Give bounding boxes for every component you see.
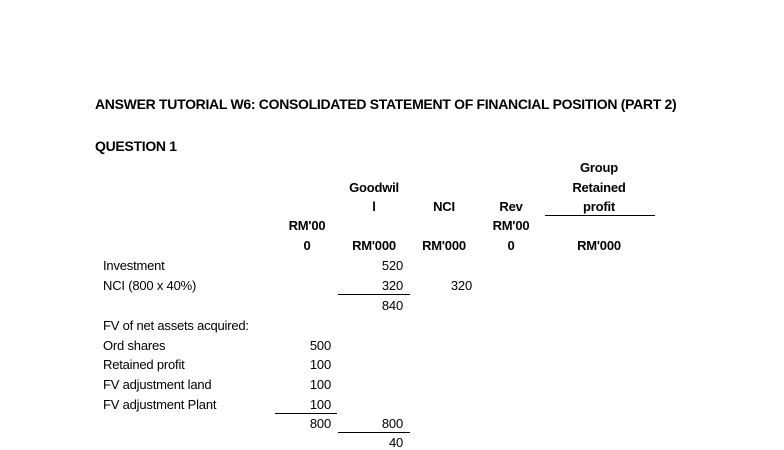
header-rev-line3: 0 <box>507 238 515 253</box>
row-label: Investment <box>103 258 165 273</box>
col1-value: 100 <box>309 357 331 372</box>
header-rev-line1: Rev <box>499 199 523 214</box>
header-group-unit: RM'000 <box>577 238 621 253</box>
header-group-line1: Group <box>580 160 618 175</box>
header-rev-line2: RM'00 <box>492 218 530 233</box>
header-group-line3: profit <box>582 199 615 214</box>
subtotal-line <box>338 294 410 295</box>
section-label: FV of net assets acquired: <box>103 318 249 333</box>
header-group-line2: Retained <box>572 180 626 195</box>
subtotal-line <box>275 413 337 414</box>
goodwill-subtotal: 840 <box>381 298 403 313</box>
row-label: Ord shares <box>103 338 166 353</box>
goodwill-value: 520 <box>381 258 403 273</box>
question-heading: QUESTION 1 <box>95 138 177 154</box>
col1-value: 100 <box>309 397 331 412</box>
goodwill-value: 800 <box>381 416 403 431</box>
goodwill-result: 40 <box>388 435 403 450</box>
row-label: Retained profit <box>103 357 185 372</box>
header-col1-line2: 0 <box>303 238 311 253</box>
col1-value: 500 <box>309 338 331 353</box>
row-label: NCI (800 x 40%) <box>103 278 197 293</box>
header-nci: NCI <box>433 199 455 214</box>
header-col1-line1: RM'00 <box>288 218 326 233</box>
header-goodwill-line2: l <box>372 199 376 214</box>
page-title: ANSWER TUTORIAL W6: CONSOLIDATED STATEMENT OF FINANCIAL POSITION (PART 2) <box>95 96 677 112</box>
subtotal-line <box>338 432 410 433</box>
col1-value: 100 <box>309 377 331 392</box>
nci-value: 320 <box>450 278 472 293</box>
row-label: FV adjustment land <box>103 377 212 392</box>
header-goodwill-line1: Goodwil <box>349 180 399 195</box>
header-goodwill-unit: RM'000 <box>352 238 396 253</box>
header-underline <box>545 215 655 216</box>
col1-total: 800 <box>309 416 331 431</box>
header-nci-unit: RM'000 <box>422 238 466 253</box>
row-label: FV adjustment Plant <box>103 397 217 412</box>
goodwill-value: 320 <box>381 278 403 293</box>
